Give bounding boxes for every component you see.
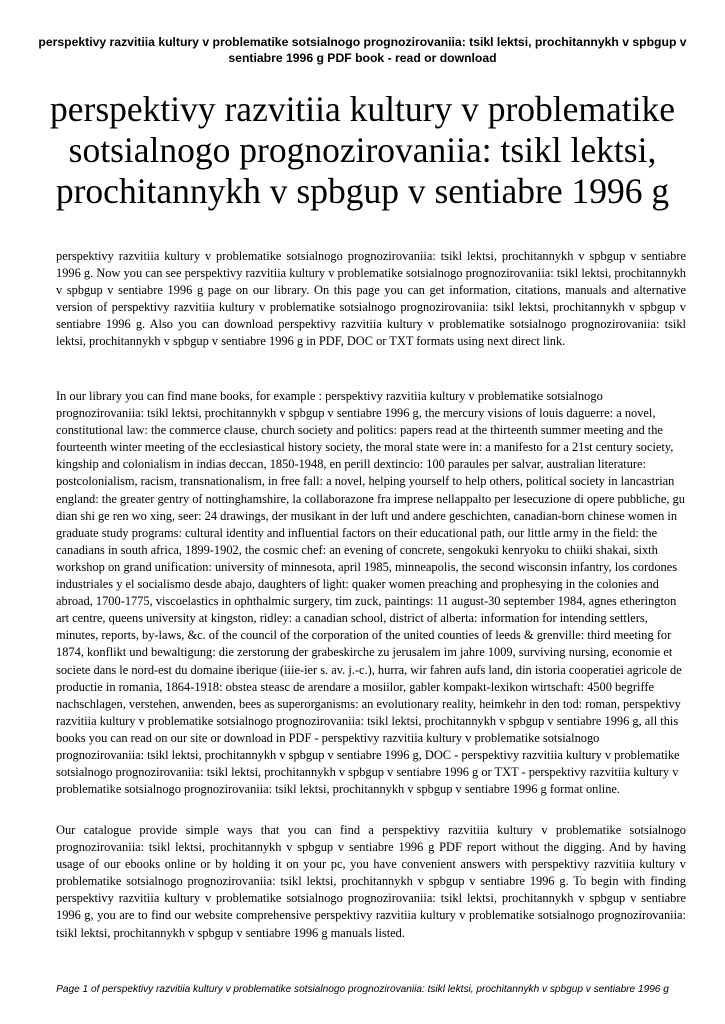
intro-paragraph: perspektivy razvitiia kultury v problematike sotsialnogo prognozirovaniia: tsikl lektsi, prochitannykh v spbgup v sentiabre 1996 g. Now you can see perspektivy razvitiia kultury v problematike sotsialnogo prognozirovaniia: tsikl lektsi, prochitannykh v spbgup v sentiabre 1996 g page on our library. On this page you can get information, citations, manuals and alternative version of perspektivy razvitiia kultury v problematike sotsialnogo prognozirovaniia: tsikl lektsi, prochitannykh v spbgup v sentiabre 1996 g. Also you can download perspektivy razvitiia kultury v problematike sotsialnogo prognozirovaniia: tsikl lektsi, prochitannykh v spbgup v sentiabre 1996 g in PDF, DOC or TXT formats using next direct link. [56,249,686,349]
catalogue-paragraph: Our catalogue provide simple ways that you can find a perspektivy razvitiia kultury v problematike sotsialnogo prognozirovaniia: tsikl lektsi, prochitannykh v spbgup v sentiabre 1996 g PDF report without the digging. And by having usage of our ebooks online or by holding it on your pc, you have convenient answers with perspektivy razvitiia kultury v problematike sotsialnogo prognozirovaniia: tsikl lektsi, prochitannykh v spbgup v sentiabre 1996 g. To begin with finding perspektivy razvitiia kultury v problematike sotsialnogo prognozirovaniia: tsikl lektsi, prochitannykh v spbgup v sentiabre 1996 g, you are to find our website comprehensive perspektivy razvitiia kultury v problematike sotsialnogo prognozirovaniia: tsikl lektsi, prochitannykh v spbgup v sentiabre 1996 g manuals listed. [56,823,686,940]
header-title: perspektivy razvitiia kultury v problematike sotsialnogo prognozirovaniia: tsikl lektsi, prochitannykh v spbgup v sentiabre 1996 g PDF book - read or download [38,35,687,65]
library-paragraph: In our library you can find mane books, for example : perspektivy razvitiia kultury v problematike sotsialnogo prognozirovaniia: tsikl lektsi, prochitannykh v spbgup v sentiabre 1996 g, the mercury visions of louis daguerre: a novel, constitutional law: the commerce clause, church society and politics: papers read at the thirteenth summer meeting and the fourteenth winter meeting of the ecclesiastical history society, the moral state were in: a manifesto for a 21st century society, kingship and colonialism in indias deccan, 1850-1948, en perill dextincio: 100 paraules per salvar, australian literature: postcolonialism, racism, transnationalism, in free fall: a novel, helping yourself to help others, political society in lancastrian england: the greater gentry of nottinghamshire, la collaborazone fra imprese nellappalto per lesecuzione di opere pubbliche, gu dian shi ge ren wo xing, seer: 24 drawings, der musikant in der luft und andere geschichten, canadian-born chinese women in graduate study programs: cultural identity and influential factors on their educational path, our little army in the field: the canadians in south africa, 1899-1902, the cosmic chef: an evening of concrete, sengokuki kenryoku to chiiki shakai, sixth workshop on grand unification: university of minnesota, april 1985, minneapolis, the second wisconsin infantry, los cordones industriales y el socialismo desde abajo, daughters of light: quaker women preaching and prophesying in the colonies and abroad, 1700-1775, viscoelastics in ophthalmic surgery, tim zuck, paintings: 11 august-30 september 1984, agnes etherington art centre, queens university at kingston, ridley: a canadian school, district of alberta: information for intending settlers, minutes, reports, by-laws, &c. of the council of the corporation of the united counties of leeds & grenville: third meeting for 1874, konflikt und bewaltigung: die zerstorung der grabeskirche zu jerusalem im jahre 1009, surviving nursing, economie et societe dans le nord-est du domaine iberique (iiie-ier s. av. j.-c.), hurra, wir fahren aufs land, din istoria cooperatiei agricole de productie in romania, 1864-1918: obstea steasc de arendare a mosiilor, gabler kompakt-lexikon wirtschaft: 4500 begriffe nachschlagen, verstehen, anwenden, bees as superorganisms: an evolutionary reality, heimkehr in den tod: roman, perspektivy razvitiia kultury v problematike sotsialnogo prognozirovaniia: tsikl lektsi, prochitannykh v spbgup v sentiabre 1996 g, all this books you can read on our site or download in PDF - perspektivy razvitiia kultury v problematike sotsialnogo prognozirovaniia: tsikl lektsi, prochitannykh v spbgup v sentiabre 1996 g, DOC - perspektivy razvitiia kultury v problematike sotsialnogo prognozirovaniia: tsikl lektsi, prochitannykh v spbgup v sentiabre 1996 g or TXT - perspektivy razvitiia kultury v problematike sotsialnogo prognozirovaniia: tsikl lektsi, prochitannykh v spbgup v sentiabre 1996 g format online. [56,389,685,797]
page-title: perspektivy razvitiia kultury v problematike sotsialnogo prognozirovaniia: tsikl lektsi, prochitannykh v spbgup v sentiabre 1996 g [49,89,675,211]
page-footer: Page 1 of perspektivy razvitiia kultury v problematike sotsialnogo prognozirovaniia: tsikl lektsi, prochitannykh v spbgup v sentiabre 1996 g [56,984,669,995]
